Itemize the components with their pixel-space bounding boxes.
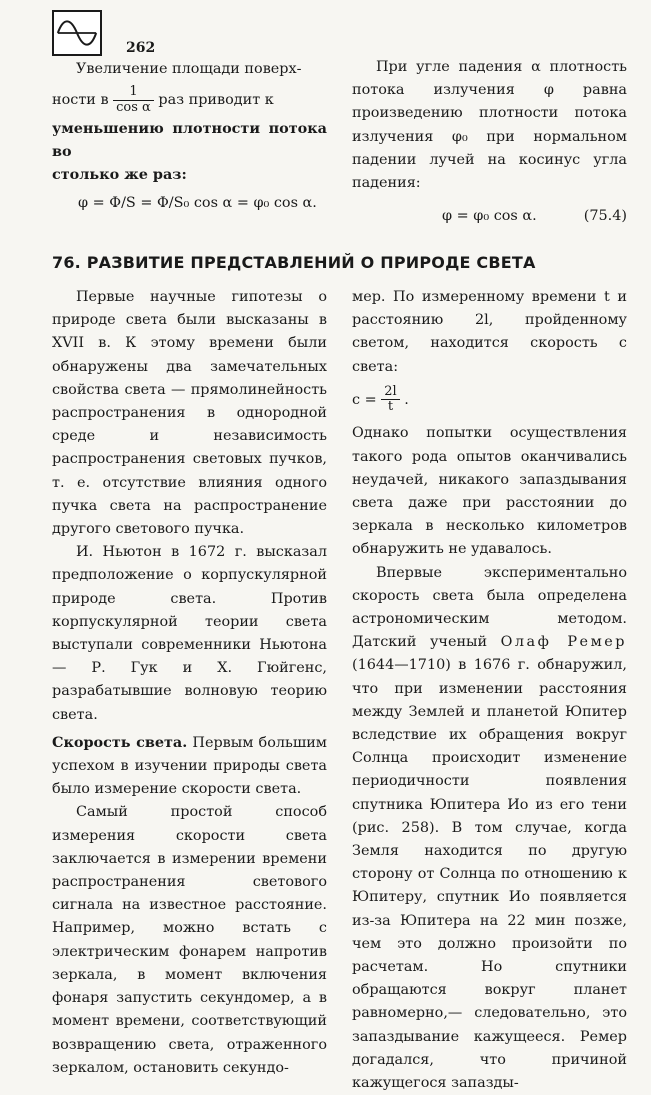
top-left-block — [52, 58, 327, 216]
paragraph: Первые научные гипотезы о природе света были высказаны в XVII в. К этому времени были обнаружены два замечательных свойства света — прямолинейность распространения в однородной среде и независимость распространения световых пучков, т. е. отсутствие влияния одного пучка света на распространение другого светового пучка. — [52, 289, 327, 538]
paragraph: Скорость света. Первым большим успехом в изучении природы света было измерение скорости света. — [52, 733, 327, 798]
right-column — [352, 286, 627, 1095]
page-number: 262 — [126, 40, 156, 56]
top-left-line4: столько же раз: — [52, 166, 187, 184]
formula-number: (75.4) — [583, 208, 627, 225]
sine-wave-icon — [52, 10, 102, 56]
inline-fraction: $\frac{1}{\text{cos α}}$ — [113, 85, 154, 115]
paragraph: Самый простой способ измерения скорости света заключается в измерении времени распространения светового сигнала на известное расстояние. Например, можно встать с электрическим фонарем напротив зеркала, в момент включения фонаря запустить секундомер, а в момент времени, соответствующий возвращению света, отраженного зеркалом, остановить секундо- — [52, 804, 327, 1076]
formula-speed: c = $\frac{2l}{t}$ . — [352, 383, 409, 415]
top-left-line3: уменьшению плотности потока во — [52, 119, 327, 160]
left-column — [52, 286, 327, 1080]
person-name: Олаф Ремер — [500, 634, 627, 651]
top-right-text: При угле падения α плотность потока излучения φ равна произведению плотности потока излучения φ₀ при нормальном падении лучей на косинус угла падения: — [352, 59, 627, 192]
subheading: Скорость света. — [52, 733, 188, 751]
top-left-line1: Увеличение площади поверх- — [76, 61, 302, 77]
top-left-line2: ности в $\frac{1}{\text{cos α}}$ раз приводит к — [52, 84, 274, 115]
formula-phi: φ = Φ/S = Φ/S₀ cos α = φ₀ cos α. — [78, 195, 317, 212]
paragraph: Впервые экспериментально скорость света была определена астрономическим методом. Датский ученый Олаф Ремер (1644—1710) в 1676 г. обнаружил, что при изменении расстояния между Землей и планетой Юпитер вследствие их обращения вокруг Солнца происходит изменение периодичности появления спутника Юпитера Ио из его тени (рис. 258). В том случае, когда Земля находится по другую сторону от Солнца по отношению к Юпитеру, спутник Ио появляется из-за Юпитера на 22 мин позже, чем это должно произойти по расчетам. Но спутники обращаются вокруг планет равномерно,— следовательно, это запаздывание кажущееся. Ремер догадался, что причиной кажущегося запазды- — [352, 564, 627, 1092]
section-title: 76. РАЗВИТИЕ ПРЕДСТАВЛЕНИЙ О ПРИРОДЕ СВЕТА — [52, 253, 536, 272]
paragraph: Однако попытки осуществления такого рода опытов оканчивались неудачей, никакого запаздывания света даже при расстоянии до зеркала в несколько километров обнаружить не удавалось. — [352, 425, 627, 558]
paragraph: И. Ньютон в 1672 г. высказал предположение о корпускулярной природе света. Против корпускулярной теории света выступали современники Ньютона — Р. Гук и Х. Гюйгенс, разрабатывшие волновую теорию света. — [52, 544, 327, 723]
formula-75-4: φ = φ₀ cos α. — [442, 208, 537, 225]
top-right-block — [352, 56, 627, 231]
paragraph: мер. По измеренному времени t и расстоянию 2l, пройденному светом, находится скорость c света: — [352, 289, 627, 375]
formula-75-4-row — [352, 205, 627, 231]
